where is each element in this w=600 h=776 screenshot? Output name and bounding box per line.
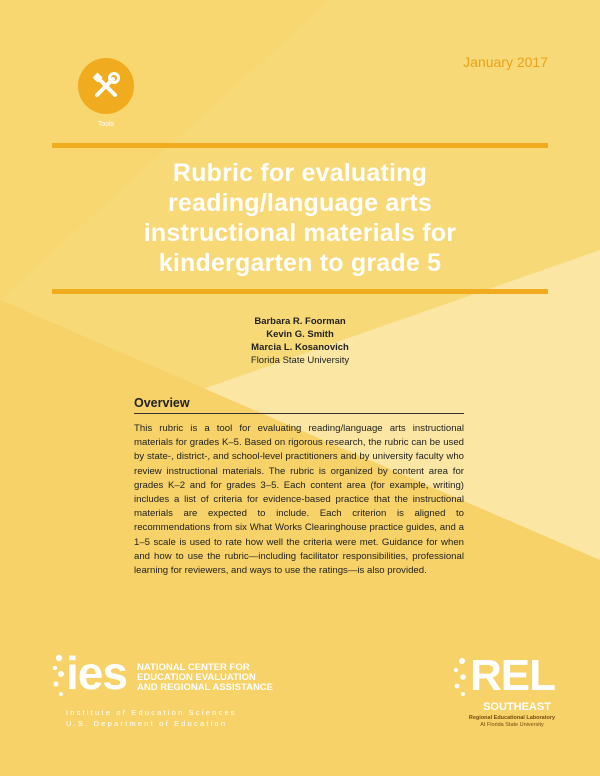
rel-lab-name: Regional Educational Laboratory (468, 715, 556, 721)
rel-dots-icon (452, 656, 468, 700)
author-affiliation: Florida State University (250, 355, 350, 366)
ies-department: U.S. Department of Education (66, 719, 228, 728)
ies-center-line: NATIONAL CENTER FOR (137, 662, 250, 673)
overview-heading: Overview (134, 396, 464, 414)
title-line: reading/language arts (168, 189, 432, 217)
ies-institute: Institute of Education Sciences (66, 708, 237, 717)
ies-subtitle (66, 707, 237, 729)
ies-center-name (137, 663, 273, 693)
title-line: kindergarten to grade 5 (158, 249, 442, 277)
title-line: instructional materials for (143, 219, 457, 247)
author-name: Barbara R. Foorman (254, 316, 346, 327)
ies-logo-text: ies (66, 647, 127, 699)
author-name: Kevin G. Smith (266, 329, 334, 340)
author-list (150, 315, 450, 367)
tools-icon (89, 69, 123, 103)
tools-badge (78, 58, 134, 114)
ies-center-line: AND REGIONAL ASSISTANCE (137, 682, 274, 693)
author-name: Marcia L. Kosanovich (251, 342, 349, 353)
rel-region: SOUTHEAST (483, 701, 551, 713)
ies-center-line: EDUCATION EVALUATION (137, 672, 256, 683)
overview-text: This rubric is a tool for evaluating reading/language arts instructional materials for grades K–5. Based on rigorous research, the rubric can be used by state-, district-, and school-level practitioners and by university faculty who review instructional materials. The rubric is organized by content area for grades K–2 and for grades 3–5. Each content area (for example, writing) includes a list of criteria for evidence-based practice that the instructional materials are expected to include. Each criterion is aligned to recommendations from six What Works Clearinghouse practice guides, and a 1–5 scale is used to rate how well the criteria were met. Guidance for when and how to use the rubric—including facilitator responsibilities, professional learning for reviewers, and ways to use the ratings—is also provided. (134, 423, 464, 577)
title-bottom-rule (52, 289, 548, 294)
ies-dots-icon (52, 652, 66, 702)
title-top-rule (52, 143, 548, 148)
publication-date: January 2017 (463, 54, 548, 70)
page-title (52, 158, 548, 278)
tools-label: Tools (97, 121, 115, 128)
rel-university: At Florida State University (480, 722, 544, 728)
rel-logo-text: REL (470, 651, 555, 700)
title-line: Rubric for evaluating (172, 159, 428, 187)
